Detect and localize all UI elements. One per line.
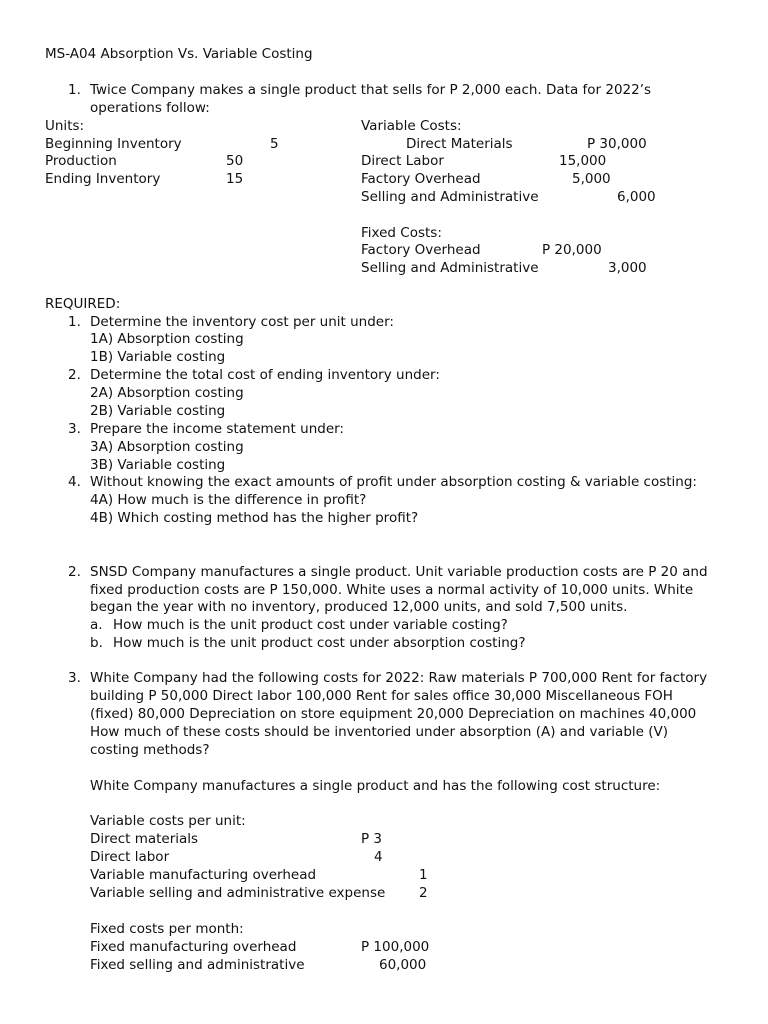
monthly-fixed-cost-value: 60,000 — [379, 957, 427, 973]
units-label: Units: — [45, 118, 85, 134]
required-sub-item: 2A) Absorption costing — [90, 385, 244, 401]
problem-3-line: White Company had the following costs for 2022: Raw materials P 700,000 Rent for factory — [90, 670, 708, 686]
units-row-label: Production — [45, 153, 117, 169]
fixed-cost-value: P 20,000 — [542, 242, 602, 258]
required-item-number: 3. — [68, 421, 81, 437]
required-item-number: 2. — [68, 367, 81, 383]
units-row-label: Beginning Inventory — [45, 136, 182, 152]
unit-cost-label: Variable manufacturing overhead — [90, 867, 317, 883]
problem-2-sub-text: How much is the unit product cost under variable costing? — [113, 617, 508, 633]
required-sub-item: 1B) Variable costing — [90, 349, 226, 365]
fixed-costs-label: Fixed Costs: — [361, 225, 442, 241]
unit-cost-label: Direct materials — [90, 831, 199, 847]
monthly-fixed-cost-label: Fixed selling and administrative — [90, 957, 305, 973]
problem-3-line: costing methods? — [90, 742, 210, 758]
unit-cost-value: 2 — [419, 885, 428, 901]
document-title: MS-A04 Absorption Vs. Variable Costing — [45, 46, 313, 62]
variable-cost-value: 5,000 — [572, 171, 611, 187]
required-item-number: 4. — [68, 474, 81, 490]
variable-cost-label: Direct Materials — [406, 136, 513, 152]
variable-cost-value: 15,000 — [559, 153, 607, 169]
required-item-text: Determine the inventory cost per unit under: — [90, 314, 394, 330]
monthly-fixed-cost-value: P 100,000 — [361, 939, 430, 955]
units-row-value: 15 — [226, 171, 244, 187]
required-item-text: Without knowing the exact amounts of profit under absorption costing & variable costing: — [90, 474, 697, 490]
required-sub-item: 2B) Variable costing — [90, 403, 226, 419]
problem-3-line: (fixed) 80,000 Depreciation on store equipment 20,000 Depreciation on machines 40,000 — [90, 706, 697, 722]
unit-cost-value: P 3 — [361, 831, 383, 847]
fixed-cost-label: Selling and Administrative — [361, 260, 539, 276]
required-heading: REQUIRED: — [45, 296, 121, 312]
problem-1-number: 1. — [68, 82, 81, 98]
problem-2-line: fixed production costs are P 150,000. White uses a normal activity of 10,000 units. White — [90, 582, 694, 598]
units-row-label: Ending Inventory — [45, 171, 161, 187]
required-sub-item: 3B) Variable costing — [90, 457, 226, 473]
required-sub-item: 4B) Which costing method has the higher profit? — [90, 510, 419, 526]
unit-cost-label: Direct labor — [90, 849, 170, 865]
cost-structure-intro: White Company manufactures a single product and has the following cost structure: — [90, 778, 661, 794]
fixed-cost-value: 3,000 — [608, 260, 647, 276]
problem-2-sub-letter: a. — [90, 617, 103, 633]
problem-2-line: began the year with no inventory, produced 12,000 units, and sold 7,500 units. — [90, 599, 628, 615]
variable-cost-label: Factory Overhead — [361, 171, 481, 187]
required-item-number: 1. — [68, 314, 81, 330]
unit-cost-value: 1 — [419, 867, 428, 883]
problem-1-intro-line-1: Twice Company makes a single product that sells for P 2,000 each. Data for 2022’s — [90, 82, 652, 98]
fixed-cost-label: Factory Overhead — [361, 242, 481, 258]
variable-cost-label: Direct Labor — [361, 153, 444, 169]
required-sub-item: 3A) Absorption costing — [90, 439, 244, 455]
required-item-text: Determine the total cost of ending inventory under: — [90, 367, 440, 383]
variable-costs-label: Variable Costs: — [361, 118, 462, 134]
problem-2-number: 2. — [68, 564, 81, 580]
variable-cost-value: 6,000 — [617, 189, 656, 205]
variable-cost-label: Selling and Administrative — [361, 189, 539, 205]
problem-2-sub-letter: b. — [90, 635, 103, 651]
unit-cost-label: Variable selling and administrative expense — [90, 885, 386, 901]
problem-2-sub-text: How much is the unit product cost under absorption costing? — [113, 635, 526, 651]
units-row-value: 50 — [226, 153, 244, 169]
variable-cost-value: P 30,000 — [587, 136, 647, 152]
variable-costs-per-unit-label: Variable costs per unit: — [90, 813, 246, 829]
problem-1-intro-line-2: operations follow: — [90, 100, 210, 116]
problem-3-number: 3. — [68, 670, 81, 686]
required-sub-item: 1A) Absorption costing — [90, 331, 244, 347]
unit-cost-value: 4 — [374, 849, 383, 865]
required-sub-item: 4A) How much is the difference in profit? — [90, 492, 367, 508]
units-row-value: 5 — [270, 136, 279, 152]
problem-3-line: How much of these costs should be inventoried under absorption (A) and variable (V) — [90, 724, 669, 740]
problem-3-line: building P 50,000 Direct labor 100,000 Rent for sales office 30,000 Miscellaneous FOH — [90, 688, 673, 704]
fixed-costs-per-month-label: Fixed costs per month: — [90, 921, 244, 937]
monthly-fixed-cost-label: Fixed manufacturing overhead — [90, 939, 297, 955]
problem-2-line: SNSD Company manufactures a single product. Unit variable production costs are P 20 and — [90, 564, 708, 580]
required-item-text: Prepare the income statement under: — [90, 421, 344, 437]
